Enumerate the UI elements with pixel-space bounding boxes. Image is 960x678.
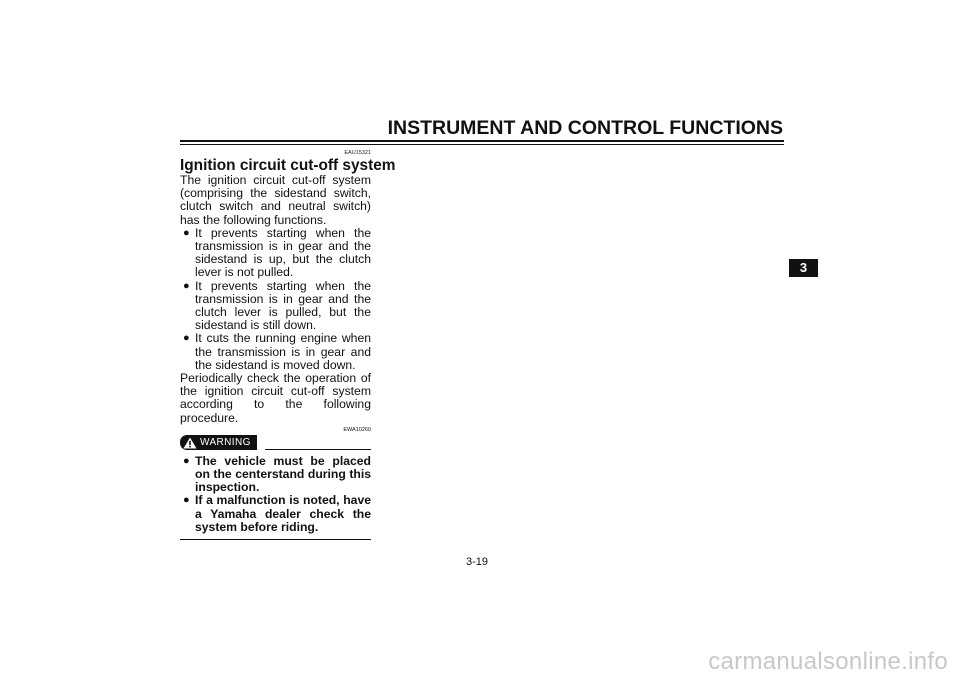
function-list (180, 227, 371, 372)
bullet-icon: ● (183, 454, 190, 467)
header-rule (180, 140, 784, 142)
list-item (180, 280, 371, 333)
warning-item (180, 455, 371, 495)
warning-bottom-rule (180, 539, 371, 540)
bullet-icon: ● (183, 494, 190, 507)
bullet-icon: ● (183, 279, 190, 292)
header-rule-thin (180, 144, 784, 145)
warning-item-text: If a malfunction is noted, have a Yamaha dealer check the system before riding. (195, 493, 371, 534)
section-heading: Ignition circuit cut-off system (180, 157, 396, 174)
list-item-text: It prevents starting when the transmission is in gear and the sidestand is up, but the clutch lever is not pulled. (195, 225, 371, 280)
warning-badge (180, 435, 257, 450)
list-item (180, 227, 371, 280)
list-item-text: It prevents starting when the transmission is in gear and the clutch lever is pulled, but the sidestand is still down. (195, 278, 371, 333)
warning-rule (265, 449, 371, 450)
warning-header (180, 435, 371, 451)
closing-paragraph: Periodically check the operation of the ignition circuit cut-off system according to the following procedure. (180, 371, 371, 425)
warning-label: WARNING (200, 437, 251, 449)
page-header-title: INSTRUMENT AND CONTROL FUNCTIONS (387, 117, 783, 139)
bullet-icon: ● (183, 226, 190, 239)
section-code: EAU15321 (344, 150, 371, 156)
list-item-text: It cuts the running engine when the transmission is in gear and the sidestand is moved down. (195, 331, 371, 372)
bullet-icon: ● (183, 332, 190, 345)
warning-item-text: The vehicle must be placed on the centerstand during this inspection. (195, 453, 371, 495)
warning-item (180, 494, 371, 534)
warning-triangle-icon (183, 437, 197, 449)
watermark[interactable]: carmanualsonline.info (708, 648, 948, 675)
intro-paragraph: The ignition circuit cut-off system (comprising the sidestand switch, clutch switch and neutral switch) has the following functions. (180, 173, 371, 227)
list-item (180, 332, 371, 372)
warning-code: EWA10260 (343, 426, 371, 433)
warning-list (180, 455, 371, 534)
content-column (180, 150, 396, 540)
chapter-tab[interactable]: 3 (789, 259, 818, 277)
page-number: 3-19 (466, 556, 489, 568)
